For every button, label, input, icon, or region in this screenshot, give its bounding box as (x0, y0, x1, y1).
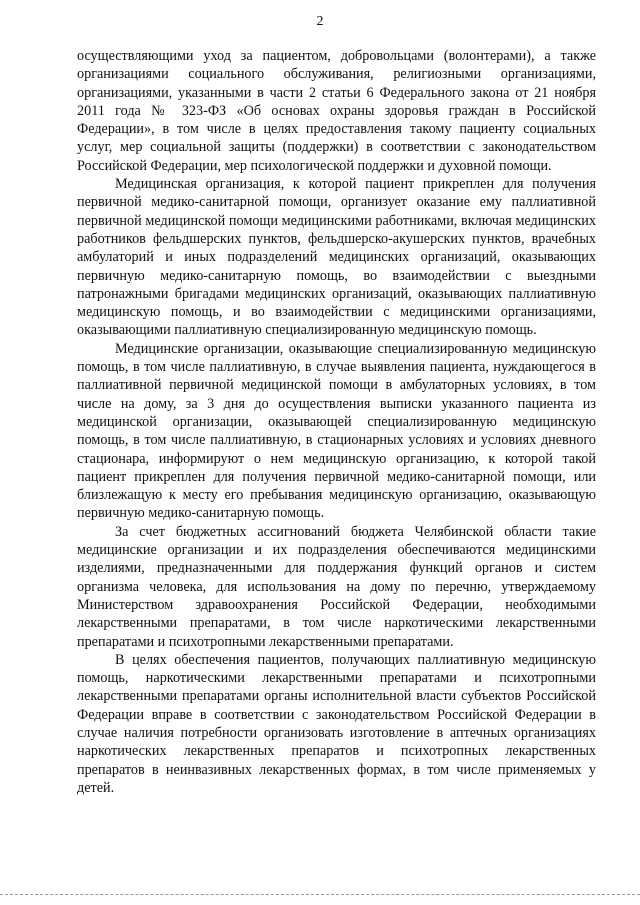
paragraph-budget-funding: За счет бюджетных ассигнований бюджета Челябинской области такие медицинские организации и их подразделения обеспечиваются медицинскими изделиями, предназначенными для поддержания функций органов и систем организма человека, для использования на дому по перечню, утверждаемому Министерством здравоохранения Российской Федерации, необходимыми лекарственными препаратами, в том числе наркотическими лекарственными препаратами и психотропными лекарственными препаратами. (77, 523, 596, 650)
page-bottom-rule (0, 894, 640, 895)
paragraph-continuation: осуществляющими уход за пациентом, добровольцами (волонтерами), а также организациями социального обслуживания, религиозными организациями, организациями, указанными в части 2 статьи 6 Федерального закона от 21 ноября 2011 года № 323-ФЗ «Об основах охраны здоровья граждан в Российской Федерации», в том числе в целях предоставления такому пациенту социальных услуг, мер социальной защиты (поддержки) в соответствии с законодательством Российской Федерации, мер психологической поддержки и духовной помощи. (77, 48, 596, 174)
paragraph-narcotic-drugs: В целях обеспечения пациентов, получающих паллиативную медицинскую помощь, наркотическими лекарственными препаратами и психотропными лекарственными препаратами органы исполнительной власти субъектов Российской Федерации вправе в соответствии с законодательством Российской Федерации в случае наличия потребности организовать изготовление в аптечных организациях наркотических лекарственных препаратов и психотропных лекарственных препаратов в неинвазивных лекарственных формах, в том числе применяемых у детей. (77, 651, 596, 796)
page-number: 2 (316, 14, 324, 29)
document-body (77, 47, 596, 797)
paragraph-specialized-care-organizations: Медицинские организации, оказывающие специализированную медицинскую помощь, в том числе паллиативную, в случае выявления пациента, нуждающегося в паллиативной первичной медицинской помощи в амбулаторных условиях, в том числе на дому, за 3 дня до осуществления выписки указанного пациента из медицинской организации, оказывающей специализированную медицинскую помощь, в том числе паллиативную, в стационарных условиях и условиях дневного стационара, информируют о нем медицинскую организацию, к которой такой пациент прикреплен для получения первичной медико-санитарной помощи, или близлежащую к месту его пребывания медицинскую организацию, оказывающую первичную медико-санитарную помощь. (77, 340, 596, 522)
paragraph-primary-care-organization: Медицинская организация, к которой пациент прикреплен для получения первичной медико-санитарной помощи, организует оказание ему паллиативной первичной медицинской помощи медицинскими работниками, включая медицинских работников фельдшерских пунктов, фельдшерско-акушерских пунктов, врачебных амбулаторий и иных подразделений медицинских организаций, оказывающих первичную медико-санитарную помощь, во взаимодействии с выездными патронажными бригадами медицинских организаций, оказывающих паллиативную медицинскую помощь, и во взаимодействии с медицинскими организациями, оказывающими паллиативную специализированную медицинскую помощь. (77, 176, 596, 339)
